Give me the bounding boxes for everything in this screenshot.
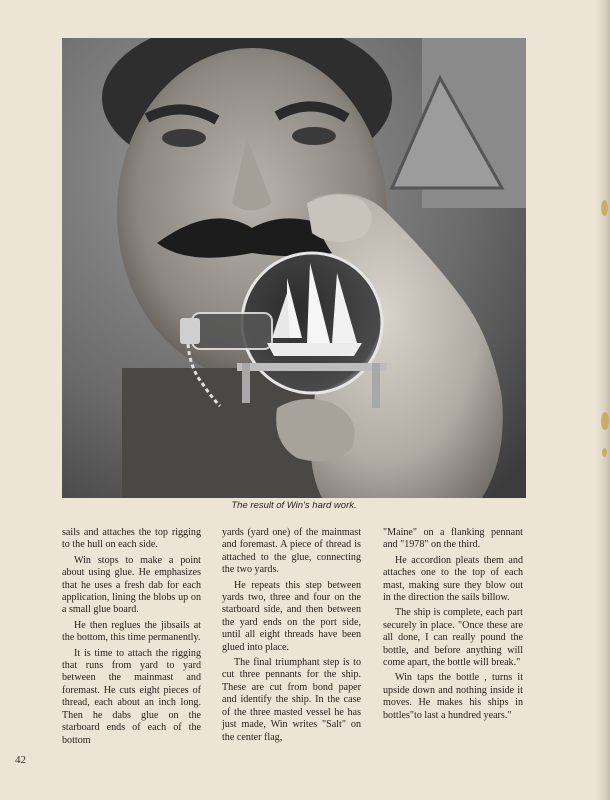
- page-number: 42: [15, 754, 26, 766]
- body-paragraph: Win stops to make a point about using glue. He emphasizes that he uses a fresh dab for each application, lining the blobs up on a small glue board.: [62, 554, 201, 616]
- body-paragraph: The final triumphant step is to cut three pennants for the ship. These are cut from bond paper and identify the ship. In the case of the three masted vessel he has just made, Win writes "Salt" on the center flag,: [222, 657, 361, 743]
- stain-mark: [601, 200, 608, 216]
- photo-illustration: [62, 38, 526, 498]
- body-paragraph: sails and attaches the top rigging to the hull on each side.: [62, 527, 201, 551]
- body-paragraph: The ship is complete, each part securely in place. "Once these are all done, I can really pound the bottle, and before anything will come apart, the bottle will break.": [383, 607, 523, 669]
- body-paragraph: He then reglues the jibsails at the bottom, this time permanently.: [62, 619, 201, 644]
- text-column-3: [383, 527, 523, 725]
- stain-mark: [601, 412, 609, 430]
- page-edge-shadow: [596, 0, 610, 800]
- body-paragraph: He repeats this step between yards two, three and four on the starboard side, and then between the yard ends on the port side, until all eight threads have been glued into place.: [222, 579, 361, 653]
- text-column-2: [222, 527, 361, 747]
- photo-caption: The result of Win's hard work.: [231, 500, 357, 511]
- body-paragraph: "Maine" on a flanking pennant and "1978" on the third.: [383, 527, 523, 551]
- body-paragraph: He accordion pleats them and attaches one to the top of each mast, making sure they blow out in the direction the sails billow.: [383, 554, 523, 604]
- body-paragraph: Win taps the bottle , turns it upside down and nothing inside it moves. He makes his ships in bottles"to last a hundred years.": [383, 672, 523, 721]
- body-paragraph: yards (yard one) of the mainmast and foremast. A piece of thread is attached to the glue, connecting the two yards.: [222, 527, 361, 576]
- body-paragraph: It is time to attach the rigging that runs from yard to yard between the mainmast and foremast. He cuts eight pieces of thread, each about an inch long. Then he dabs glue on the starboard ends of each of the bottom: [62, 647, 201, 746]
- photo-ship-in-bottle: [62, 38, 526, 498]
- text-column-1: [62, 527, 201, 750]
- stain-mark: [602, 448, 607, 457]
